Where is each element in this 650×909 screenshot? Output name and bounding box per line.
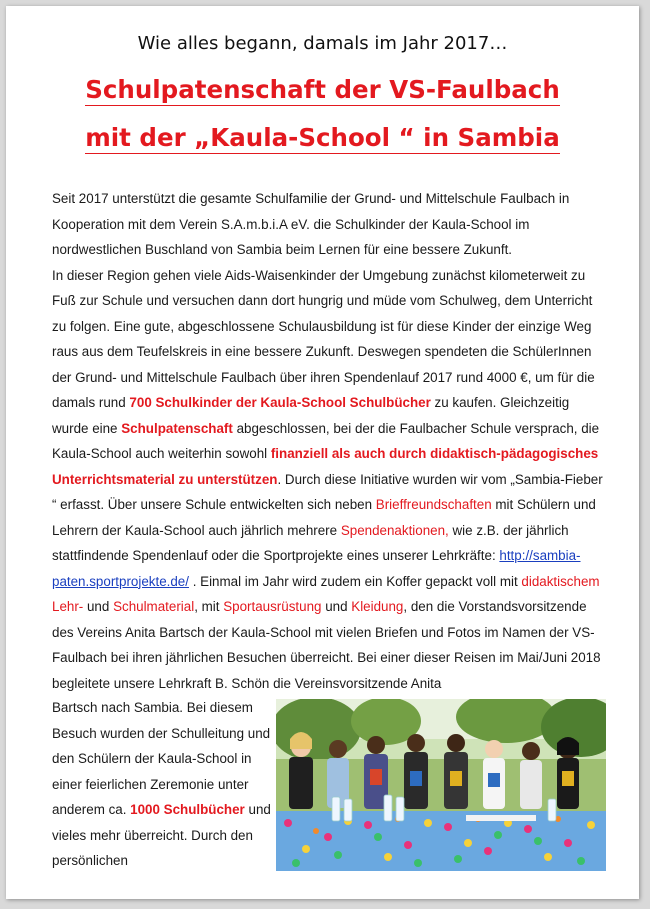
paragraph-2: In dieser Region gehen viele Aids-Waisenkinder der Umgebung zunächst kilometerweit zu Fuß zur Schule und versuchen dann dort hungrig und müde vom Schulweg, dem Unterricht zu folgen. Eine gute, abgeschlossene Schulausbildung ist für diese Kinder der einzige Weg raus aus dem Teufelskreis in eine bessere Zukunft. Deswegen spendeten die SchülerInnen der Grund- und Mittelschule Faulbach über ihren Spendenlauf 2017 rund 4000 €, um für die damals rund 700 Schulkinder der Kaula-School Schulbücher zu kaufen. Gleichzeitig wurde eine Schulpatenschaft abgeschlossen, bei der die Faulbacher Schule versprach, die Kaula-School auch weiterhin sowohl finanziell als auch durch didaktisch-pädagogisches Unterrichtsmaterial zu unterstützen. Durch diese Initiative wurden wir vom „Sambia-Fieber “ erfasst. Über unsere Schule entwickelten sich neben Brieffreundschaften mit Schülern und Lehrern der Kaula-School auch jährlich mehrere Spendenaktionen, wie z.B. der jährlich stattfindende Spendenlauf oder die Sportprojekte eines unserer Lehrkräfte: http://sambia-paten.sportprojekte.de/ . Einmal im Jahr wird zudem ein Koffer gepackt voll mit didaktischem Lehr- und Schulmaterial, mit Sportausrüstung und Kleidung, den die Vorstandsvorsitzende des Vereins Anita Bartsch der Kaula-School mit vielen Briefen und Fotos im Namen der VS- Faulbach bei ihren jährlichen Besuchen überreicht. Bei einer dieser Reisen im Mai/Juni 2018 begleitete unsere Lehrkraft B. Schön die Vereinsvorsitzende Anita (52, 267, 603, 691)
ceremony-photo-illustration (276, 699, 606, 871)
highlight-brieffreundschaften: Brieffreundschaften (375, 497, 492, 512)
highlight-kleidung: Kleidung (351, 599, 404, 614)
page-header: Wie alles begann, damals im Jahr 2017… (137, 33, 508, 54)
paragraph-1: Seit 2017 unterstützt die gesamte Schulfamilie der Grund- und Mittelschule Faulbach in Kooperation mit dem Verein S.A.m.b.i.A eV. die Schulkinder der Kaula-School im nordwestlichen Buschland von Sambia beim Lernen für eine bessere Zukunft. (52, 191, 570, 257)
highlight-sportausruestung: Sportausrüstung (223, 599, 322, 614)
highlight-unterstuetzung: finanziell als auch durch didaktisch-pädagogisches Unterrichtsmaterial zu unterstützen (52, 446, 599, 487)
title-line-1: Schulpatenschaft der VS-Faulbach (85, 75, 560, 104)
body-text (52, 186, 608, 696)
sambia-paten-link[interactable]: http://sambia-paten.sportprojekte.de/ (52, 548, 581, 589)
highlight-spendenaktionen: Spendenaktionen, (340, 522, 449, 538)
highlight-schulpatenschaft: Schulpatenschaft (121, 420, 233, 436)
document-page (6, 6, 639, 899)
highlight-schulmaterial: Schulmaterial (113, 599, 195, 614)
title-line-2: mit der „Kaula-School “ in Sambia (85, 123, 560, 152)
highlight-lehrmaterial: didaktischem Lehr- (52, 573, 600, 614)
highlight-1000-schulbuecher: 1000 Schulbücher (130, 802, 245, 817)
highlight-schulbuecher: 700 Schulkinder der Kaula-School Schulbücher (129, 395, 431, 410)
side-text: Bartsch nach Sambia. Bei diesem Besuch wurden der Schulleitung und den Schülern der Kaula-School in einer feierlichen Zeremonie unter anderem ca. 1000 Schulbücher und vieles mehr überreicht. Durch den persönlichen (52, 700, 271, 868)
ceremony-photo (276, 699, 606, 871)
